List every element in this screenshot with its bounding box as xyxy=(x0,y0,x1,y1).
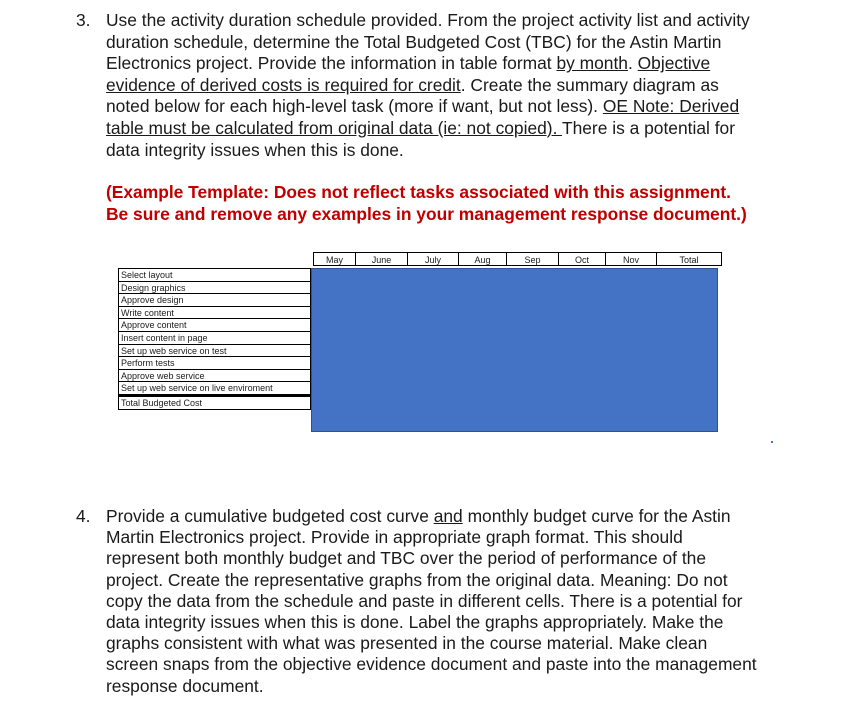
q4-number: 4. xyxy=(76,506,91,526)
q3-number: 3. xyxy=(76,10,91,30)
q3-line-3 xyxy=(106,53,826,75)
template-table-header xyxy=(313,252,722,266)
evidence-underline: evidence of derived costs is required for credit xyxy=(106,74,461,95)
q4-text xyxy=(106,506,826,697)
table-row-label: Perform tests xyxy=(119,357,310,370)
q3-line-7: data integrity issues when this is done. xyxy=(106,139,404,160)
template-table-blue-fill xyxy=(311,268,718,432)
table-row-label: Design graphics xyxy=(119,282,310,295)
q3-line-6 xyxy=(106,118,826,140)
and-underline: and xyxy=(433,506,463,526)
q4-line: graphs consistent with what was presented in the course material. Make clean xyxy=(106,633,708,654)
column-header: Nov xyxy=(606,252,657,266)
derived-table-underline: table must be calculated from original data (ie: not copied). xyxy=(106,117,562,138)
q3-line-6-rest: There is a potential for xyxy=(561,117,735,138)
example-note-line-1: (Example Template: Does not reflect tasks associated with this assignment. xyxy=(106,182,731,202)
oe-note-underline: OE Note: Derived xyxy=(602,96,740,117)
objective-underline: Objective xyxy=(637,53,711,74)
column-header: July xyxy=(408,252,459,266)
stray-dot xyxy=(771,441,773,443)
example-note-line-2: Be sure and remove any examples in your management response document.) xyxy=(106,203,747,224)
q3-line-4-rest: . Create the summary diagram as xyxy=(460,74,719,95)
example-note xyxy=(106,182,826,225)
q4-line-1-post: monthly budget curve for the Astin xyxy=(462,506,731,526)
q3-line-5-pre: noted below for each high-level task (more if want, but not less). xyxy=(106,96,603,117)
table-row-label: Insert content in page xyxy=(119,332,310,345)
column-header: Oct xyxy=(559,252,606,266)
table-row-label: Select layout xyxy=(119,269,310,282)
by-month-underline: by month xyxy=(556,53,628,74)
total-row-label: Total Budgeted Cost xyxy=(119,395,310,409)
table-row-label: Set up web service on live enviroment xyxy=(119,382,310,395)
q3-line-2: duration schedule, determine the Total Budgeted Cost (TBC) for the Astin Martin xyxy=(106,31,722,52)
table-row-label: Approve design xyxy=(119,294,310,307)
column-header: Sep xyxy=(507,252,559,266)
q4-line: response document. xyxy=(106,675,264,696)
template-table-row-labels xyxy=(118,268,311,410)
q3-line-4 xyxy=(106,75,826,97)
q4-line-1 xyxy=(106,506,826,527)
q4-line: project. Create the representative graphs from the original data. Meaning: Do not xyxy=(106,569,728,590)
column-header: June xyxy=(356,252,408,266)
q4-line: screen snaps from the objective evidence document and paste into the management xyxy=(106,654,757,675)
q4-line: Martin Electronics project. Provide in appropriate graph format. This should xyxy=(106,527,683,548)
column-header: Aug xyxy=(459,252,507,266)
q3-line-5 xyxy=(106,96,826,118)
table-row-label: Write content xyxy=(119,307,310,320)
q4-line: copy the data from the schedule and paste in different cells. There is a potential for xyxy=(106,590,743,611)
q3-line-1: Use the activity duration schedule provided. From the project activity list and activity xyxy=(106,10,750,30)
q3-line-3-text: Electronics project. Provide the information in table format xyxy=(106,53,557,74)
q3-text xyxy=(106,10,826,161)
q4-line: represent both monthly budget and TBC over the period of performance of the xyxy=(106,548,707,569)
table-row-label: Set up web service on test xyxy=(119,345,310,358)
column-header: Total xyxy=(657,252,722,266)
q4-line-1-pre: Provide a cumulative budgeted cost curve xyxy=(106,506,434,526)
column-header: May xyxy=(313,252,356,266)
table-row-label: Approve content xyxy=(119,319,310,332)
q3-line-3-sep: . xyxy=(627,53,638,74)
table-row-label: Approve web service xyxy=(119,370,310,383)
q4-line: data integrity issues when this is done. Label the graphs appropriately. Make the xyxy=(106,612,724,633)
